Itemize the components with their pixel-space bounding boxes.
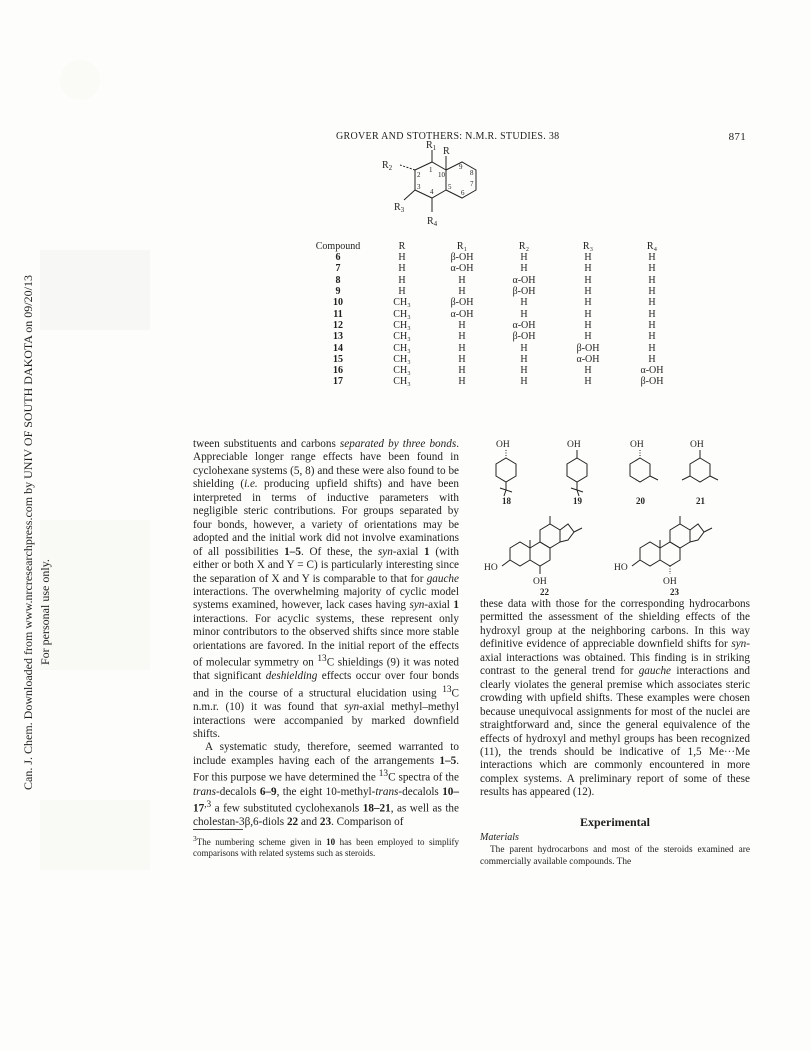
ring-num-7: 7 (470, 180, 474, 188)
paragraph: tween substituents and carbons separated by three bonds. Appreciable longer range effects have been found in cyclohexane systems (5, 8) and these were also found to be shielding (i.e. producing upfield shifts) and have been interpreted in terms of inductive parameters with negligible steric contributions. For groups separated by four bonds, however, a variety of orientations may be adopted and the initial work did not involve examinations of all possibilities 1–5. Of these, the syn-axial 1 (with either or both X and Y = C) is particularly interesting since the separation of X and Y is comparable to that for gauche interactions. The overwhelming majority of cyclic model systems examined, however, lack cases having syn-axial 1 interactions. For acyclic systems, these represent only minor contributors to the observed shifts since more stable orientations are favored. In the initial report of the effects of molecular symmetry on $^{13}$C shieldings (9) it was noted that significant deshielding effects occur over four bonds and in the course of a structural elucidation using $^{13}$C n.m.r. (10) it was found that syn-axial methyl–methyl interactions were accompanied by marked downfield shifts. (193, 438, 459, 740)
table-cell: H (520, 297, 528, 309)
compound-label-18: 18 (502, 496, 511, 506)
ring-num-10: 10 (438, 171, 445, 179)
compound-number-cell: 12 (333, 319, 343, 331)
paragraph: A systematic study, therefore, seemed warranted to include examples having each of the arrangements 1–5. For this purpose we have determined the $^{13}$C spectra of the trans-decalols 6–9, the eight 10-methyl-trans-decalols $10-17^{,3}$ a few substituted cyclohexanols 18–21, as well as the cholestan-3β,6-diols 22 and 23. Comparison of (193, 741, 459, 829)
label-r4: $R_4$ (427, 216, 438, 228)
table-cell: H (584, 331, 592, 343)
table-cell: H (520, 308, 528, 320)
table-cell: H (648, 274, 656, 286)
bond-r3 (404, 190, 415, 200)
oh-label: OH (533, 577, 547, 587)
label-r2: $R_2$ (382, 160, 393, 172)
oh-label: OH (630, 440, 644, 450)
ring-num-3: 3 (417, 183, 421, 191)
oh-label: OH (690, 440, 704, 450)
table-cell: H (398, 252, 406, 264)
table-cell: α-OH (450, 308, 474, 320)
table-cell: H (458, 342, 466, 354)
watermark-line-2: For personal use only. (38, 559, 52, 665)
table-cell: H (398, 286, 406, 298)
table-cell: H (520, 353, 528, 365)
ring-num-2: 2 (417, 171, 421, 179)
compound-label-21: 21 (696, 496, 705, 506)
table-cell: H (584, 319, 592, 331)
oh-label: OH (663, 577, 677, 587)
table-cell: α-OH (450, 263, 474, 275)
materials-paragraph: The parent hydrocarbons and most of the steroids examined are commercially available compounds. The (480, 845, 750, 867)
label-r1: $R_1$ (426, 140, 437, 152)
table-cell: α-OH (512, 319, 536, 331)
table-row (304, 342, 684, 353)
table-cell: H (520, 376, 528, 388)
table-cell: H (458, 286, 466, 298)
table-cell: H (458, 331, 466, 343)
ring-num-6: 6 (461, 189, 465, 197)
table-cell: H (648, 263, 656, 275)
label-r3: $R_3$ (394, 202, 405, 214)
table-row (304, 297, 684, 308)
table-cell: H (458, 319, 466, 331)
compound-label-23: 23 (670, 587, 679, 597)
table-row (304, 263, 684, 274)
scan-smudge (40, 520, 150, 670)
compound-number-cell: 6 (335, 252, 341, 264)
table-cell: H (648, 297, 656, 309)
table-row (304, 376, 684, 387)
table-header-row (304, 240, 684, 252)
table-cell: H (520, 263, 528, 275)
table-cell: H (584, 365, 592, 377)
col-header: R (398, 240, 406, 252)
table-row (304, 286, 684, 297)
scan-smudge (40, 250, 150, 330)
table-cell: H (520, 252, 528, 264)
table-cell: α-OH (640, 365, 664, 377)
table-cell: α-OH (512, 274, 536, 286)
right-column (480, 598, 750, 800)
table-cell: H (584, 263, 592, 275)
compound-number-cell: 15 (333, 353, 343, 365)
watermark-line-1: Can. J. Chem. Downloaded from www.nrcresearchpress.com by UNIV OF SOUTH DAKOTA on 09/20/13 (21, 275, 35, 790)
table-cell: β-OH (450, 252, 474, 264)
page-number: 871 (728, 131, 746, 143)
table-cell: α-OH (576, 353, 600, 365)
table-cell: H (648, 353, 656, 365)
table-cell: H (584, 286, 592, 298)
table-cell: CH₃ (393, 342, 411, 354)
ring-22-b (530, 542, 550, 566)
ho-label: HO (614, 563, 628, 573)
table-cell: H (648, 319, 656, 331)
scan-smudge (40, 800, 150, 870)
subsection-heading: Materials (480, 832, 519, 843)
table-cell: H (520, 342, 528, 354)
running-head: GROVER AND STOTHERS: N.M.R. STUDIES. 38 (336, 131, 560, 142)
section-heading: Experimental (580, 815, 650, 829)
col-header: R₁ (456, 240, 468, 252)
ring-23-c (670, 524, 690, 548)
table-cell: CH₃ (393, 331, 411, 343)
compound-table (304, 240, 684, 388)
compound-number-cell: 14 (333, 342, 343, 354)
ring-22-a (510, 542, 530, 566)
ho-label: HO (484, 563, 498, 573)
table-row (304, 331, 684, 342)
compound-number-cell: 13 (333, 331, 343, 343)
table-cell: CH₃ (393, 297, 411, 309)
col-header: R₃ (582, 240, 594, 252)
compound-number-cell: 7 (335, 263, 341, 275)
table-row (304, 275, 684, 286)
scan-smudge (60, 60, 100, 100)
table-cell: β-OH (512, 331, 536, 343)
table-cell: CH₃ (393, 365, 411, 377)
table-cell: H (584, 376, 592, 388)
table-cell: H (648, 331, 656, 343)
left-column (193, 438, 459, 830)
table-cell: CH₃ (393, 376, 411, 388)
table-cell: H (398, 263, 406, 275)
ring-num-1: 1 (429, 166, 433, 174)
table-cell: CH₃ (393, 319, 411, 331)
table-cell: β-OH (450, 297, 474, 309)
table-cell: β-OH (512, 286, 536, 298)
ring-num-4: 4 (430, 188, 434, 196)
table-cell: H (398, 274, 406, 286)
table-cell: H (520, 365, 528, 377)
oh-label: OH (496, 440, 510, 450)
table-cell: H (584, 297, 592, 309)
ring-20 (630, 458, 650, 482)
compound-number-cell: 17 (333, 376, 343, 388)
ring-23-a (640, 542, 660, 566)
compound-number-cell: 10 (333, 297, 343, 309)
table-cell: H (584, 274, 592, 286)
table-cell: H (648, 308, 656, 320)
ring-18 (496, 458, 516, 482)
table-row (304, 320, 684, 331)
table-row (304, 308, 684, 319)
download-watermark (2, 230, 52, 790)
ring-23-d (690, 524, 704, 542)
table-cell: CH₃ (393, 353, 411, 365)
col-header: R₄ (646, 240, 658, 252)
compound-number-cell: 11 (333, 308, 343, 320)
ring-19 (567, 458, 587, 482)
col-header: Compound (315, 240, 361, 252)
decalin-structure (370, 140, 510, 238)
compound-label-22: 22 (540, 587, 549, 597)
ring-num-5: 5 (448, 183, 452, 191)
paragraph: these data with those for the corresponding hydrocarbons permitted the assessment of the shielding effects of the hydroxyl group at the neighboring carbons. In this way definitive evidence of appreciable downfield shifts for syn-axial interactions was obtained. This finding is in striking contrast to the general trend for gauche interactions and clearly violates the general premise which associates steric crowding with upfield shifts. These examples were chosen because unequivocal assignments for most of the nuclei are straightforward and, since the general equivalence of the effects of hydroxyl and methyl groups has been recognized (11), the trends should be indicative of 1,5 Me···Me interactions which are commonly encountered in more complex systems. A preliminary report of some of these results has appeared (12). (480, 598, 751, 799)
compound-number-cell: 8 (335, 274, 341, 286)
table-cell: β-OH (576, 342, 600, 354)
label-r: R (443, 146, 450, 157)
ring-21 (690, 458, 710, 482)
table-cell: H (648, 342, 656, 354)
table-cell: H (458, 353, 466, 365)
cyclohexanol-structures (480, 438, 750, 508)
table-cell: H (458, 365, 466, 377)
cholestanediol-structures (480, 512, 750, 596)
table-cell: H (584, 308, 592, 320)
compound-number-cell: 16 (333, 365, 343, 377)
col-header: R₂ (518, 240, 530, 252)
compound-label-20: 20 (636, 496, 645, 506)
ring-num-8: 8 (470, 169, 474, 177)
table-row (304, 354, 684, 365)
table-cell: H (584, 252, 592, 264)
table-cell: H (458, 274, 466, 286)
ring-23-b (660, 542, 680, 566)
compound-label-19: 19 (573, 496, 582, 506)
table-cell: CH₃ (393, 308, 411, 320)
table-cell: H (458, 376, 466, 388)
table-cell: β-OH (640, 376, 664, 388)
ring-num-9: 9 (459, 163, 463, 171)
footnote-rule (193, 829, 243, 830)
table-cell: H (648, 252, 656, 264)
table-row (304, 365, 684, 376)
oh-label: OH (567, 440, 581, 450)
compound-number-cell: 9 (335, 286, 341, 298)
footnote: $^3$The numbering scheme given in 10 has been employed to simplify comparisons with related systems such as steroids. (193, 834, 460, 858)
ring-22-d (560, 524, 574, 542)
ring-22-c (540, 524, 560, 548)
table-cell: H (648, 286, 656, 298)
table-row (304, 252, 684, 263)
bond-r2 (400, 165, 415, 170)
